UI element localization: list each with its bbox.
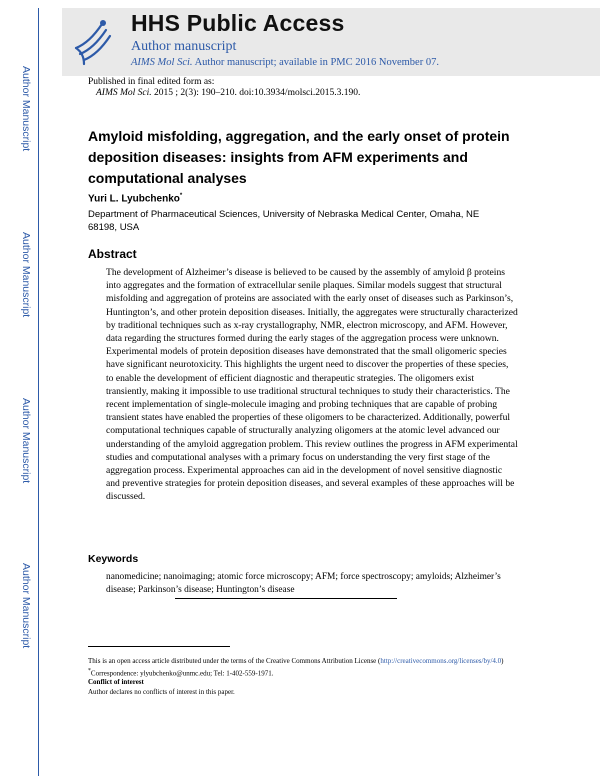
conflict-heading: Conflict of interest	[88, 678, 144, 687]
author-name: Yuri L. Lyubchenko*	[88, 193, 183, 205]
correspondence-note: *Correspondence: ylyubchenko@unmc.edu; Tel: 1-402-559-1971.	[88, 667, 274, 677]
keywords-heading: Keywords	[88, 553, 139, 565]
abstract-heading: Abstract	[88, 247, 137, 261]
sidebar-rule	[38, 8, 39, 776]
abstract-text: The development of Alzheimer’s disease is believed to be caused by the assembly of amyloid β proteins into aggregates and the formation of extracellular senile plaques. Similar models suggest that structural misfolding and aggregation of proteins are associated with the early onset of diseases such as Parkinson’s, Huntington’s, and other protein deposition diseases. Initially, the aggregates were structurally characterized by traditional techniques such as x-ray crystallography, NMR, electron microscopy, and AFM. However, data regarding the structures formed during the early stages of the aggregation process were unknown. Experimental models of protein deposition diseases have demonstrated that the small oligomeric species have significant neurotoxicity. This highlights the urgent need to discover the properties of these species, to enable the development of efficient diagnostic and therapeutic strategies. The oligomers exist transiently, making it impossible to use traditional structural techniques to study their characteristics. The recent implementation of single-molecule imaging and probing techniques that are capable of probing transient states have enabled the properties of these oligomers to be characterized. Additionally, powerful computational techniques capable of structurally analyzing oligomers at the atomic level advanced our understanding of the amyloid aggregation problem. This review outlines the progress in AFM experimental studies and computational analyses with a primary focus on understanding the very first stage of the aggregation process. Experimental approaches can aid in the development of novel sensitive diagnostic and preventive strategies for protein deposition diseases, and several examples of these approaches will be discussed.	[106, 267, 518, 503]
availability-journal: AIMS Mol Sci.	[131, 57, 193, 68]
author-mark: *	[179, 193, 183, 199]
citation-details: 2015 ; 2(3): 190–210. doi:10.3934/molsci.2015.3.190.	[151, 88, 361, 98]
license-note: This is an open access article distributed under the terms of the Creative Commons Attribution License (http://creativecommons.org/licenses/by/4.0)	[88, 657, 504, 665]
author-manuscript-subtitle: Author manuscript	[131, 39, 237, 54]
sidebar-label-1: Author Manuscript	[20, 66, 32, 152]
availability-text: Author manuscript; available in PMC 2016 November 07.	[192, 57, 439, 68]
license-link[interactable]: http://creativecommons.org/licenses/by/4.0	[380, 657, 502, 665]
conflict-text: Author declares no conflicts of interest in this paper.	[88, 687, 235, 696]
sidebar-label-2: Author Manuscript	[20, 232, 32, 318]
citation-line	[96, 88, 360, 98]
sidebar-label-3: Author Manuscript	[20, 398, 32, 484]
author-affiliation: Department of Pharmaceutical Sciences, University of Nebraska Medical Center, Omaha, NE 68198, USA	[88, 209, 480, 233]
section-divider	[175, 598, 397, 599]
keywords-text: nanomedicine; nanoimaging; atomic force microscopy; AFM; force spectroscopy; amyloids; Alzheimer’s disease; Parkinson’s disease; Huntington’s disease	[106, 572, 501, 595]
citation-journal: AIMS Mol Sci.	[96, 88, 152, 98]
footnotes	[88, 657, 518, 697]
footnote-divider	[88, 646, 230, 647]
availability-line	[131, 57, 439, 68]
sidebar-label-4: Author Manuscript	[20, 563, 32, 649]
hhs-public-access-title: HHS Public Access	[131, 10, 345, 36]
hhs-eagle-logo-icon	[72, 18, 116, 66]
published-label: Published in final edited form as:	[88, 77, 215, 87]
article-title: Amyloid misfolding, aggregation, and the early onset of protein deposition diseases: insights from AFM experiments and computational analyses	[88, 128, 510, 186]
